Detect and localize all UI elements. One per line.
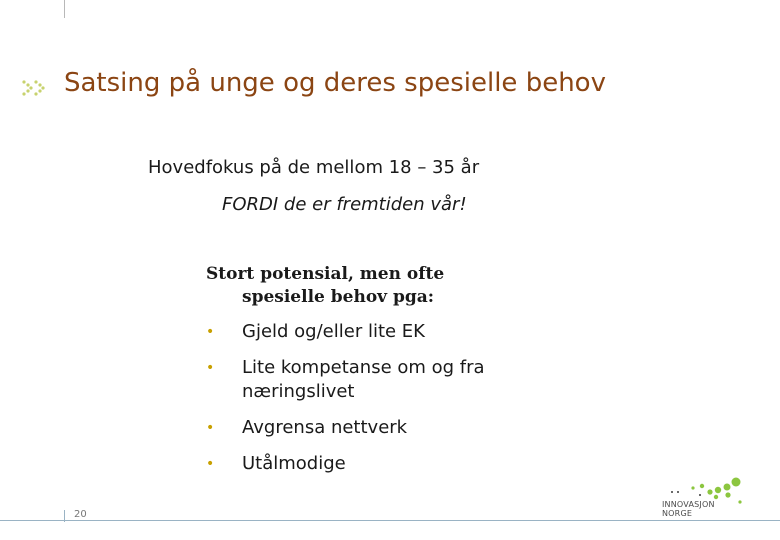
focus-line: Hovedfokus på de mellom 18 – 35 år — [148, 157, 480, 178]
because-line: FORDI de er fremtiden vår! — [222, 194, 467, 215]
logo-text-line2: NORGE — [662, 509, 693, 518]
needs-list — [206, 320, 566, 488]
needs-heading-line2: spesielle behov pga: — [242, 287, 435, 307]
needs-heading-line1: Stort potensial, men ofte — [206, 264, 445, 284]
logo-text-line1: INNOVASJON — [662, 500, 715, 509]
page-number: 20 — [74, 509, 87, 520]
list-item — [206, 356, 566, 404]
bullet-marker: • — [206, 456, 215, 472]
double-chevron-right-icon — [20, 78, 50, 98]
list-item — [206, 320, 566, 344]
slide-title: Satsing på unge og deres spesielle behov — [64, 68, 606, 98]
footer-divider — [0, 520, 780, 521]
list-item-text: Utålmodige — [242, 453, 346, 474]
logo-text — [662, 500, 715, 518]
bullet-marker: • — [206, 324, 215, 340]
list-item-text: Lite kompetanse om og fra næringslivet — [242, 357, 485, 402]
needs-heading — [206, 263, 506, 309]
footer-tick — [64, 510, 65, 522]
bullet-marker: • — [206, 420, 215, 436]
list-item — [206, 452, 566, 476]
bullet-marker: • — [206, 360, 215, 376]
top-divider-line — [64, 0, 65, 18]
list-item — [206, 416, 566, 440]
list-item-text: Gjeld og/eller lite EK — [242, 321, 425, 342]
list-item-text: Avgrensa nettverk — [242, 417, 408, 438]
